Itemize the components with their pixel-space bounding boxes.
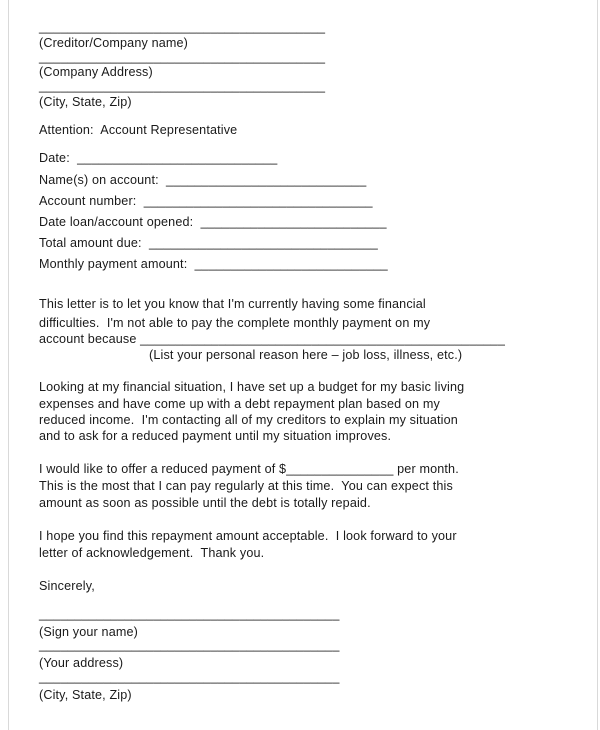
date-opened-field: Date loan/account opened: __________________________ bbox=[39, 215, 387, 229]
your-city-label: (City, State, Zip) bbox=[39, 688, 132, 702]
paragraph3-line2: This is the most that I can pay regularly at this time. You can expect this bbox=[39, 479, 453, 493]
company-address-blank: ________________________________________ bbox=[39, 50, 326, 64]
paragraph1-line1: This letter is to let you know that I'm currently having some financial bbox=[39, 297, 426, 311]
attention-line: Attention: Account Representative bbox=[39, 123, 238, 137]
letter-page bbox=[8, 0, 598, 730]
paragraph2-line4: and to ask for a reduced payment until my situation improves. bbox=[39, 429, 392, 443]
creditor-name-label: (Creditor/Company name) bbox=[39, 36, 189, 50]
paragraph2-line1: Looking at my financial situation, I have set up a budget for my basic living bbox=[39, 380, 465, 394]
creditor-name-blank: ________________________________________ bbox=[39, 20, 326, 34]
paragraph3-line3: amount as soon as possible until the debt is totally repaid. bbox=[39, 496, 371, 510]
paragraph1-line3: account because ___________________________________________________ bbox=[39, 332, 505, 346]
paragraph2-line2: expenses and have come up with a debt repayment plan based on my bbox=[39, 397, 440, 411]
paragraph4-line1: I hope you find this repayment amount acceptable. I look forward to your bbox=[39, 529, 457, 543]
total-due-field: Total amount due: ________________________________ bbox=[39, 236, 378, 250]
paragraph1-line2: difficulties. I'm not able to pay the complete monthly payment on my bbox=[39, 316, 431, 330]
signature-label: (Sign your name) bbox=[39, 625, 138, 639]
paragraph2-line3: reduced income. I'm contacting all of my creditors to explain my situation bbox=[39, 413, 458, 427]
paragraph3-line1: I would like to offer a reduced payment of $_______________ per month. bbox=[39, 462, 459, 476]
sincerely-text: Sincerely, bbox=[39, 579, 95, 593]
monthly-payment-field: Monthly payment amount: ___________________________ bbox=[39, 257, 388, 271]
your-address-label: (Your address) bbox=[39, 656, 124, 670]
creditor-city-blank: ________________________________________ bbox=[39, 79, 326, 93]
company-address-label: (Company Address) bbox=[39, 65, 153, 79]
your-address-blank: __________________________________________ bbox=[39, 638, 340, 652]
paragraph1-reason-hint: (List your personal reason here – job loss, illness, etc.) bbox=[149, 348, 463, 362]
date-field: Date: ____________________________ bbox=[39, 151, 278, 165]
paragraph4-line2: letter of acknowledgement. Thank you. bbox=[39, 546, 265, 560]
names-on-account-field: Name(s) on account: ____________________________ bbox=[39, 173, 367, 187]
your-city-blank: __________________________________________ bbox=[39, 670, 340, 684]
creditor-city-label: (City, State, Zip) bbox=[39, 95, 132, 109]
account-number-field: Account number: ________________________________ bbox=[39, 194, 373, 208]
signature-blank: __________________________________________ bbox=[39, 607, 340, 621]
